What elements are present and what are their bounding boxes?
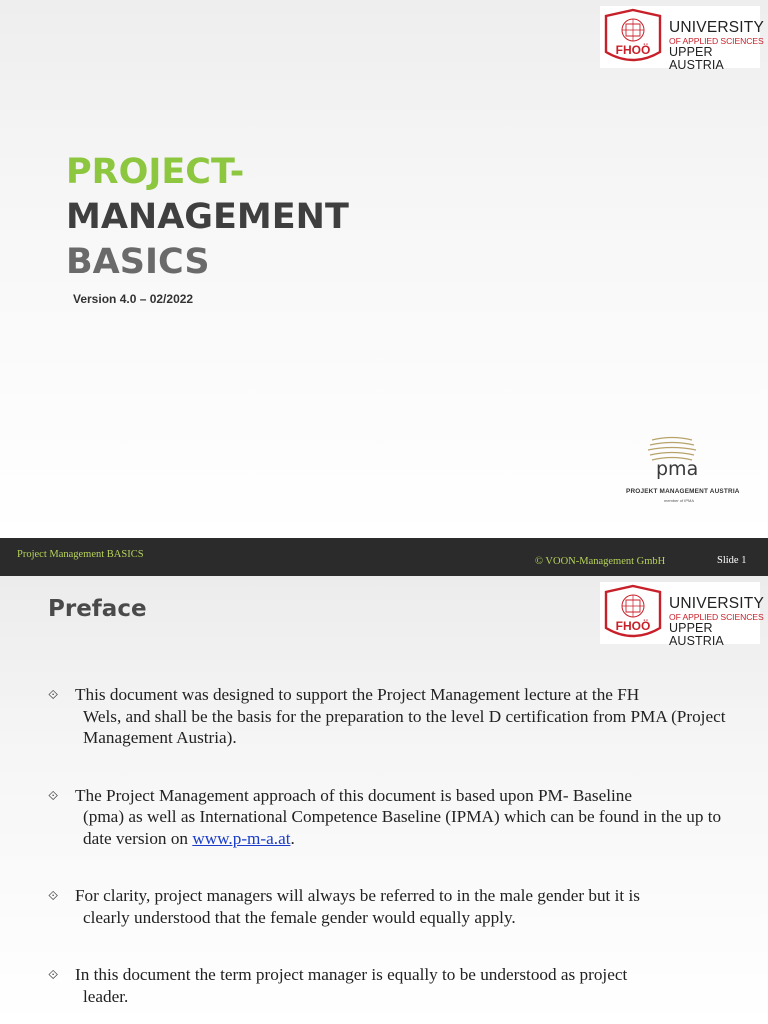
bullet-continuation: leader.	[83, 986, 129, 1006]
diamond-bullet-icon: ⟐	[48, 888, 59, 903]
footer-copyright: © VOON-Management GmbH	[535, 556, 666, 567]
bullet-continuation: clearly understood that the female gender would equally apply.	[83, 907, 516, 927]
university-subtitle: OF APPLIED SCIENCES	[669, 35, 764, 46]
preface-title: Preface	[48, 596, 147, 622]
pma-member-note: member of IPMA	[664, 498, 695, 503]
university-logo-2	[600, 582, 765, 648]
bullet-continuation	[75, 806, 738, 849]
university-region: UPPER AUSTRIA	[669, 45, 724, 72]
title-line-3: BASICS	[66, 242, 210, 282]
list-item	[48, 964, 738, 1007]
pma-subtitle: PROJEKT MANAGEMENT AUSTRIA	[626, 488, 740, 495]
diamond-bullet-icon: ⟐	[48, 967, 59, 982]
fh-seal-icon	[602, 584, 664, 642]
footer-slide-number: Slide 1	[717, 555, 747, 566]
title-line-2: MANAGEMENT	[66, 197, 349, 237]
preface-bullet-list	[48, 684, 738, 1024]
university-logo	[600, 6, 765, 72]
bullet-line-1: For clarity, project managers will always be referred to in the male gender but it is	[75, 886, 640, 905]
diamond-bullet-icon: ⟐	[48, 787, 59, 803]
bullet-line-1: The Project Management approach of this document is based upon PM- Baseline	[75, 785, 633, 805]
bullet-line-1: In this document the term project manager is equally to be understood as project	[75, 965, 628, 984]
footer-title: Project Management BASICS	[17, 549, 144, 560]
diamond-bullet-icon: ⟐	[48, 687, 59, 702]
fh-seal-icon	[602, 8, 664, 66]
pma-wordmark: pma	[656, 458, 699, 480]
university-name: UNIVERSITY	[669, 595, 765, 612]
university-region: UPPER AUSTRIA	[669, 621, 724, 648]
version-label: Version 4.0 – 02/2022	[73, 292, 194, 306]
title-line-1: PROJECT-	[66, 152, 245, 192]
bullet-text-after-link: .	[290, 828, 295, 848]
preface-slide	[0, 576, 768, 1024]
list-item	[48, 785, 738, 850]
bullet-line-1: This document was designed to support the Project Management lecture at the FH	[75, 685, 640, 704]
university-name: UNIVERSITY	[669, 19, 765, 36]
seal-text: FHOÖ	[615, 43, 651, 57]
list-item	[48, 684, 738, 749]
list-item	[48, 885, 738, 928]
pma-website-link[interactable]: www.p-m-a.at	[192, 828, 291, 848]
slide-footer	[0, 538, 768, 576]
seal-text: FHOÖ	[615, 619, 651, 633]
bullet-continuation: Wels, and shall be the basis for the preparation to the level D certification from PMA (Project Management Austria).	[83, 706, 726, 747]
university-subtitle: OF APPLIED SCIENCES	[669, 611, 764, 622]
slide-title	[66, 150, 349, 285]
bullet-text-before-link: (pma) as well as International Competence Baseline (IPMA) which can be found in the up to date version on	[83, 807, 722, 848]
pma-logo	[622, 436, 740, 508]
